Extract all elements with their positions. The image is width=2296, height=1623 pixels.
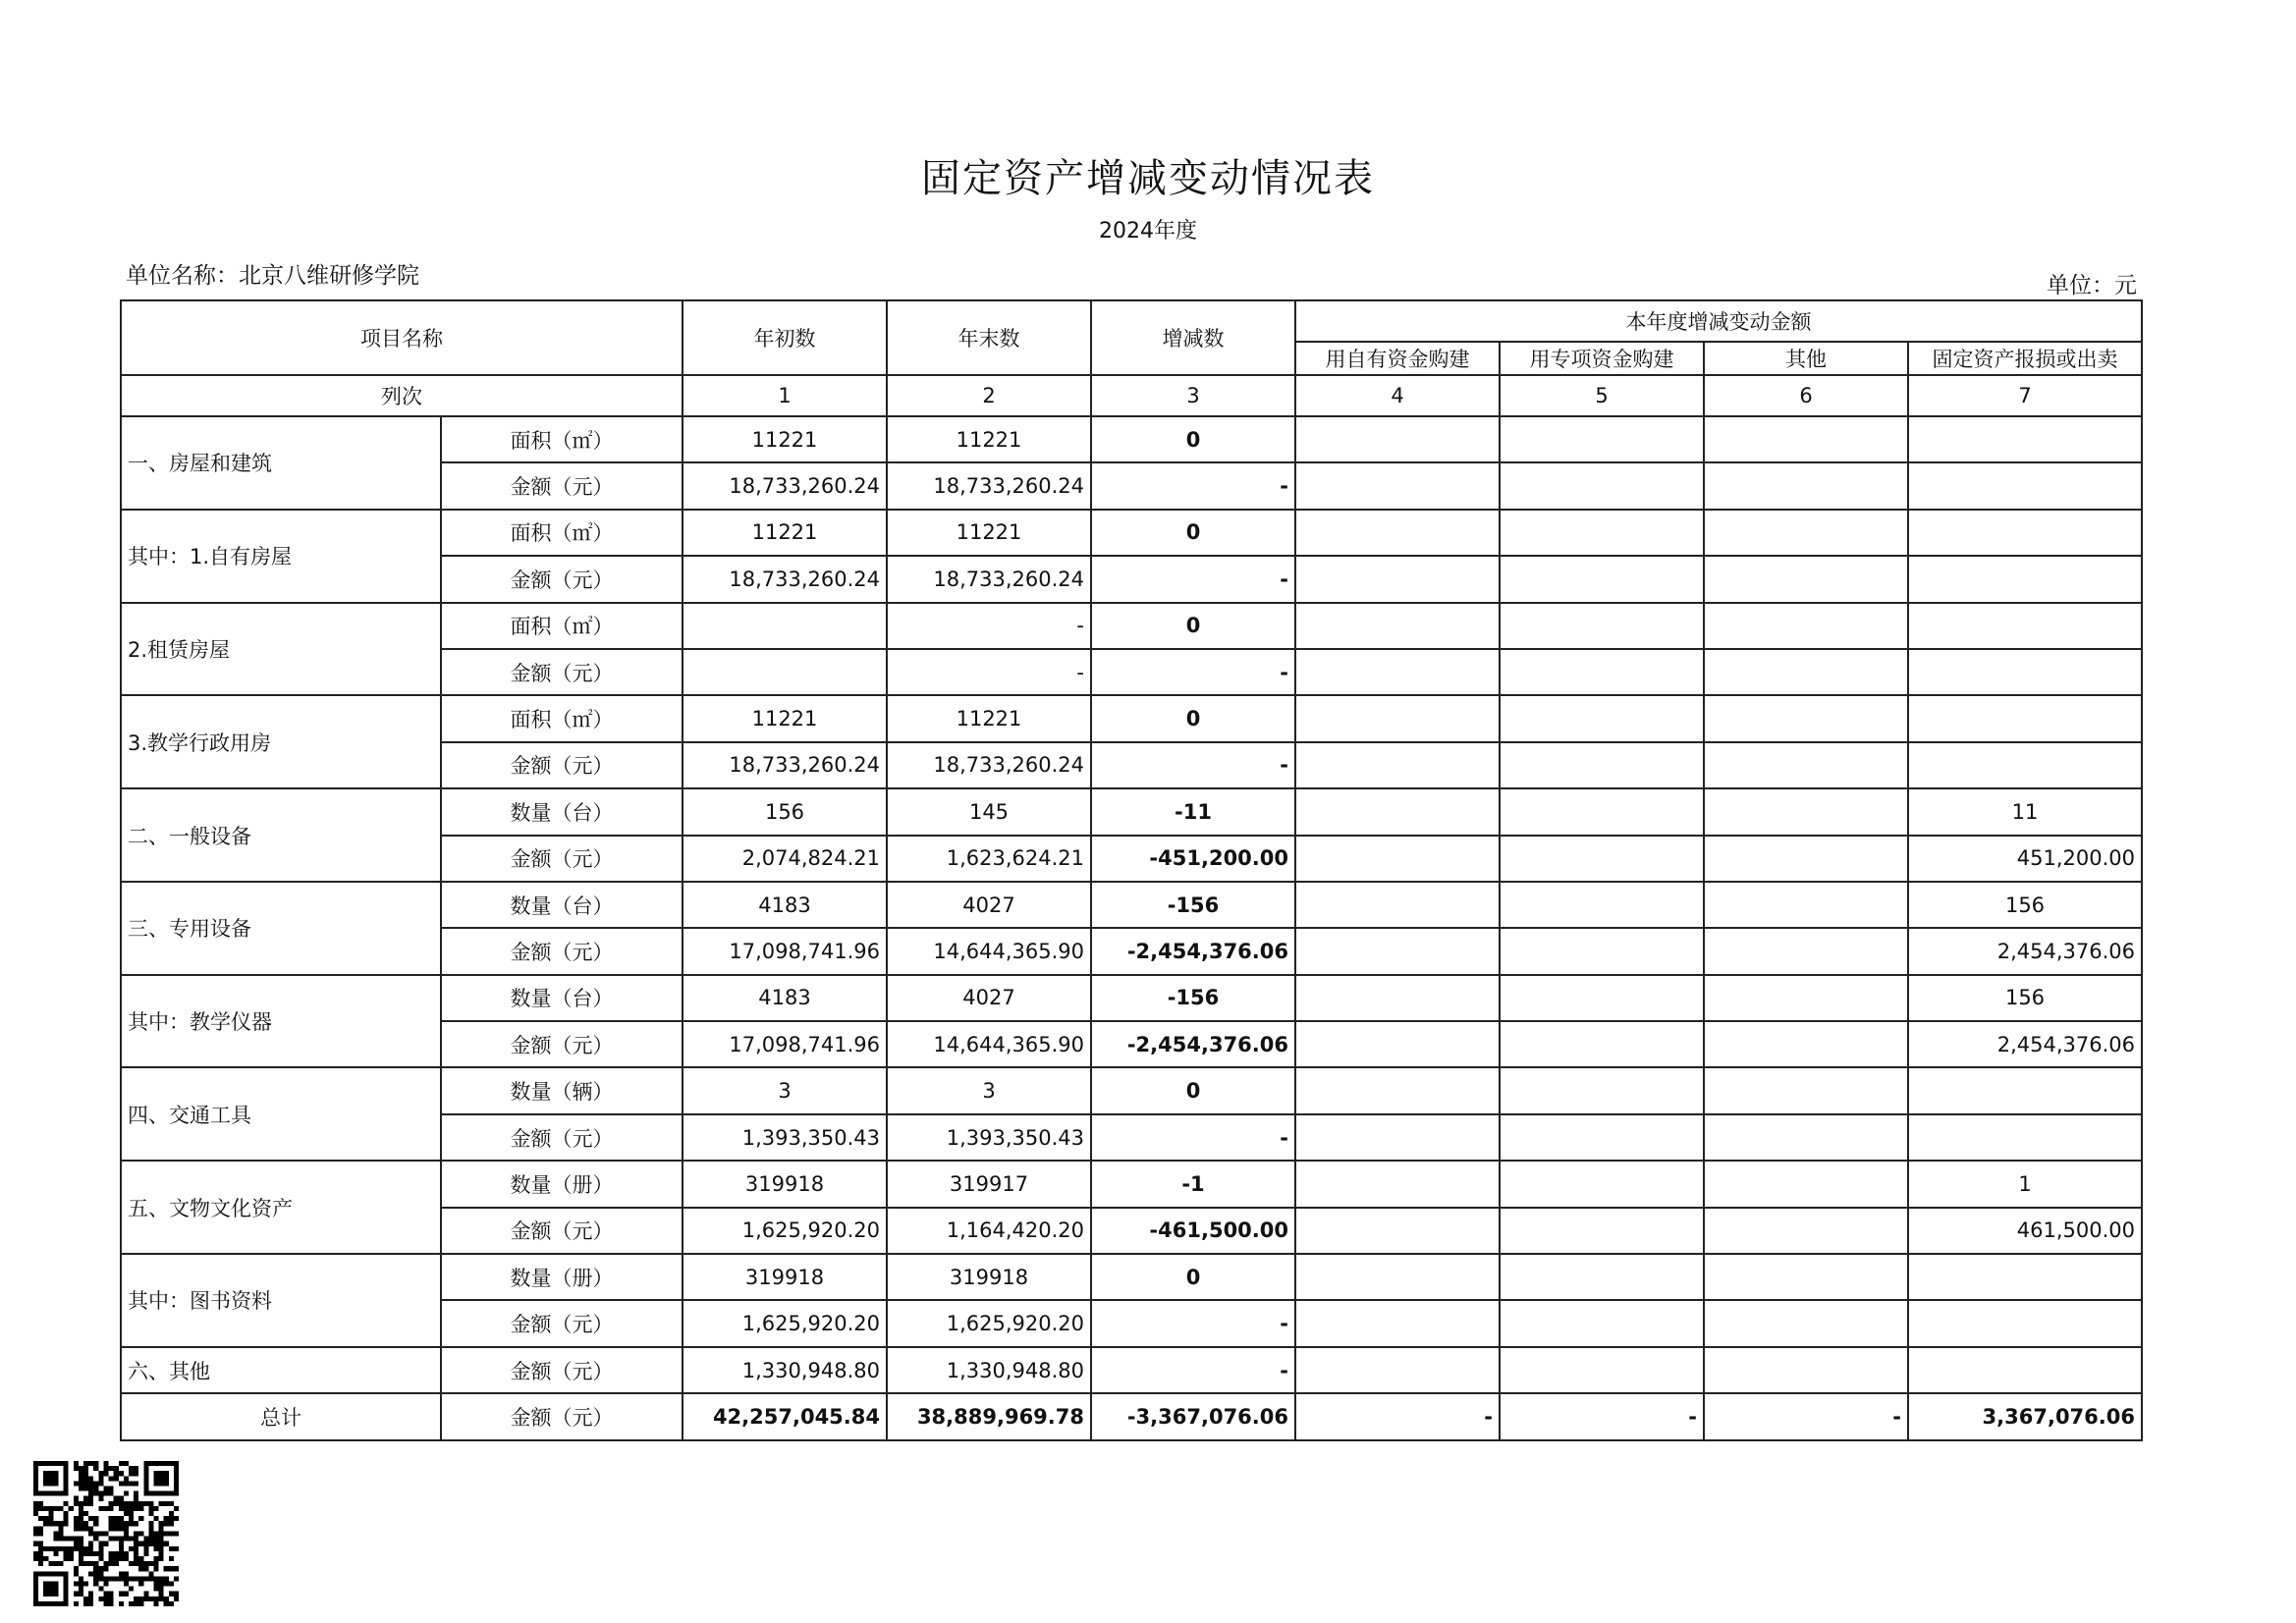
- cell-disposal: [1908, 1300, 2142, 1346]
- cell-special-funds: [1500, 975, 1704, 1021]
- cell-end: 1,623,624.21: [887, 836, 1091, 882]
- table-row: [121, 1067, 2142, 1113]
- cell-own-funds: [1295, 695, 1500, 741]
- cell-own-funds: [1295, 556, 1500, 602]
- cell-change: 0: [1091, 1067, 1295, 1113]
- cell-change: 0: [1091, 695, 1295, 741]
- cell-own-funds: [1295, 510, 1500, 556]
- cell-special-funds: [1500, 742, 1704, 788]
- cell-other: [1704, 416, 1908, 462]
- cell-begin: 319918: [683, 1161, 887, 1207]
- row-measure: 金额（元）: [441, 742, 683, 788]
- cell-own-funds: [1295, 462, 1500, 509]
- cell-other: [1704, 1300, 1908, 1346]
- cell-special-funds: [1500, 556, 1704, 602]
- cell-other: [1704, 695, 1908, 741]
- row-measure: 数量（册）: [441, 1254, 683, 1300]
- row-item-name: 五、文物文化资产: [121, 1161, 441, 1254]
- cell-change: -2,454,376.06: [1091, 928, 1295, 974]
- cell-change: -: [1091, 742, 1295, 788]
- header-begin: 年初数: [683, 300, 887, 375]
- cell-own-funds: [1295, 649, 1500, 695]
- total-label: 总计: [121, 1393, 441, 1439]
- row-measure: 金额（元）: [441, 1021, 683, 1067]
- cell-special-funds: [1500, 649, 1704, 695]
- row-measure: 数量（台）: [441, 882, 683, 928]
- cell-special-funds: [1500, 1067, 1704, 1113]
- cell-special-funds: [1500, 695, 1704, 741]
- report-year: 2024年度: [1099, 219, 1197, 243]
- header-special-funds: 用专项资金购建: [1500, 342, 1704, 375]
- cell-special-funds: [1500, 1347, 1704, 1393]
- cell-change: -11: [1091, 788, 1295, 835]
- cell-own-funds: [1295, 1254, 1500, 1300]
- cell-disposal: [1908, 556, 2142, 602]
- cell-own-funds: [1295, 1067, 1500, 1113]
- cell-own-funds: [1295, 416, 1500, 462]
- cell-special-funds: [1500, 788, 1704, 835]
- row-measure: 数量（册）: [441, 1161, 683, 1207]
- row-measure: 金额（元）: [441, 836, 683, 882]
- cell-end: 18,733,260.24: [887, 462, 1091, 509]
- cell-disposal: [1908, 695, 2142, 741]
- cell-change: -: [1091, 556, 1295, 602]
- cell-disposal: [1908, 1347, 2142, 1393]
- cell-special-funds: [1500, 1254, 1704, 1300]
- table-row: [121, 975, 2142, 1021]
- total-own-funds: -: [1295, 1393, 1500, 1439]
- cell-change: -156: [1091, 975, 1295, 1021]
- cell-begin: 3: [683, 1067, 887, 1113]
- row-item-name: 四、交通工具: [121, 1067, 441, 1161]
- row-measure: 数量（辆）: [441, 1067, 683, 1113]
- cell-disposal: [1908, 1114, 2142, 1161]
- cell-other: [1704, 1021, 1908, 1067]
- cell-own-funds: [1295, 928, 1500, 974]
- cell-other: [1704, 1067, 1908, 1113]
- table-row: [121, 416, 2142, 462]
- total-row: [121, 1393, 2142, 1439]
- cell-disposal: 2,454,376.06: [1908, 1021, 2142, 1067]
- total-disposal: 3,367,076.06: [1908, 1393, 2142, 1439]
- cell-other: [1704, 928, 1908, 974]
- header-item-name: 项目名称: [121, 300, 683, 375]
- cell-disposal: [1908, 510, 2142, 556]
- cell-special-funds: [1500, 836, 1704, 882]
- total-change: -3,367,076.06: [1091, 1393, 1295, 1439]
- total-other: -: [1704, 1393, 1908, 1439]
- cell-begin: 18,733,260.24: [683, 462, 887, 509]
- cell-disposal: 461,500.00: [1908, 1208, 2142, 1254]
- cell-begin: 1,393,350.43: [683, 1114, 887, 1161]
- cell-change: -: [1091, 1300, 1295, 1346]
- cell-change: -: [1091, 649, 1295, 695]
- cell-disposal: 2,454,376.06: [1908, 928, 2142, 974]
- header-other: 其他: [1704, 342, 1908, 375]
- cell-other: [1704, 649, 1908, 695]
- cell-special-funds: [1500, 1021, 1704, 1067]
- cell-end: 11221: [887, 416, 1091, 462]
- cell-begin: [683, 649, 887, 695]
- cell-end: 14,644,365.90: [887, 1021, 1091, 1067]
- cell-special-funds: [1500, 603, 1704, 649]
- cell-special-funds: [1500, 1300, 1704, 1346]
- cell-begin: [683, 603, 887, 649]
- header-change: 增减数: [1091, 300, 1295, 375]
- cell-disposal: [1908, 416, 2142, 462]
- row-measure: 面积（㎡）: [441, 510, 683, 556]
- cell-other: [1704, 1254, 1908, 1300]
- cell-own-funds: [1295, 742, 1500, 788]
- cell-end: 18,733,260.24: [887, 742, 1091, 788]
- cell-other: [1704, 836, 1908, 882]
- cell-begin: 4183: [683, 975, 887, 1021]
- cell-other: [1704, 603, 1908, 649]
- cell-special-funds: [1500, 462, 1704, 509]
- cell-begin: 11221: [683, 416, 887, 462]
- cell-other: [1704, 975, 1908, 1021]
- cell-disposal: [1908, 603, 2142, 649]
- total-special-funds: -: [1500, 1393, 1704, 1439]
- cell-other: [1704, 882, 1908, 928]
- cell-end: 11221: [887, 695, 1091, 741]
- cell-end: 1,393,350.43: [887, 1114, 1091, 1161]
- cell-end: 4027: [887, 975, 1091, 1021]
- table-row: [121, 510, 2142, 556]
- column-index: 1: [683, 375, 887, 416]
- row-measure: 面积（㎡）: [441, 603, 683, 649]
- cell-other: [1704, 1114, 1908, 1161]
- header-disposal: 固定资产报损或出卖: [1908, 342, 2142, 375]
- cell-own-funds: [1295, 603, 1500, 649]
- qr-code-icon: [33, 1461, 179, 1606]
- row-measure: 金额（元）: [441, 649, 683, 695]
- cell-own-funds: [1295, 836, 1500, 882]
- row-measure: 面积（㎡）: [441, 416, 683, 462]
- cell-end: 4027: [887, 882, 1091, 928]
- cell-end: 145: [887, 788, 1091, 835]
- row-item-name: 其中：1.自有房屋: [121, 510, 441, 603]
- cell-begin: 319918: [683, 1254, 887, 1300]
- table-row: [121, 788, 2142, 835]
- cell-change: -451,200.00: [1091, 836, 1295, 882]
- row-measure: 数量（台）: [441, 975, 683, 1021]
- cell-end: 319918: [887, 1254, 1091, 1300]
- cell-disposal: 156: [1908, 882, 2142, 928]
- row-measure: 数量（台）: [441, 788, 683, 835]
- cell-special-funds: [1500, 416, 1704, 462]
- header-own-funds: 用自有资金购建: [1295, 342, 1500, 375]
- cell-special-funds: [1500, 1161, 1704, 1207]
- cell-disposal: 1: [1908, 1161, 2142, 1207]
- cell-begin: 1,330,948.80: [683, 1347, 887, 1393]
- cell-begin: 18,733,260.24: [683, 742, 887, 788]
- unit-name: 单位名称：北京八维研修学院: [126, 263, 419, 289]
- cell-special-funds: [1500, 1208, 1704, 1254]
- cell-own-funds: [1295, 975, 1500, 1021]
- cell-other: [1704, 462, 1908, 509]
- cell-change: -1: [1091, 1161, 1295, 1207]
- cell-own-funds: [1295, 1208, 1500, 1254]
- cell-change: 0: [1091, 416, 1295, 462]
- page-title: 固定资产增减变动情况表: [921, 156, 1375, 201]
- column-index: 7: [1908, 375, 2142, 416]
- cell-other: [1704, 1161, 1908, 1207]
- cell-change: 0: [1091, 510, 1295, 556]
- table-row: [121, 1347, 2142, 1393]
- column-index: 5: [1500, 375, 1704, 416]
- cell-disposal: [1908, 742, 2142, 788]
- cell-end: 1,330,948.80: [887, 1347, 1091, 1393]
- cell-end: 18,733,260.24: [887, 556, 1091, 602]
- cell-own-funds: [1295, 1300, 1500, 1346]
- row-item-name: 其中：教学仪器: [121, 975, 441, 1068]
- cell-begin: 2,074,824.21: [683, 836, 887, 882]
- table-row: [121, 1254, 2142, 1300]
- total-begin: 42,257,045.84: [683, 1393, 887, 1439]
- total-measure: 金额（元）: [441, 1393, 683, 1439]
- table-row: [121, 882, 2142, 928]
- cell-change: -461,500.00: [1091, 1208, 1295, 1254]
- currency-unit: 单位：元: [2047, 273, 2137, 298]
- cell-disposal: [1908, 1067, 2142, 1113]
- cell-disposal: 156: [1908, 975, 2142, 1021]
- header-change-group: 本年度增减变动金额: [1295, 300, 2142, 342]
- row-item-name: 三、专用设备: [121, 882, 441, 975]
- cell-special-funds: [1500, 882, 1704, 928]
- cell-other: [1704, 1347, 1908, 1393]
- cell-change: -: [1091, 1114, 1295, 1161]
- row-item-name: 六、其他: [121, 1347, 441, 1393]
- row-item-name: 2.租赁房屋: [121, 603, 441, 696]
- cell-change: -: [1091, 462, 1295, 509]
- cell-end: -: [887, 649, 1091, 695]
- cell-end: 14,644,365.90: [887, 928, 1091, 974]
- column-index: 2: [887, 375, 1091, 416]
- cell-own-funds: [1295, 788, 1500, 835]
- cell-end: 1,625,920.20: [887, 1300, 1091, 1346]
- cell-begin: 17,098,741.96: [683, 928, 887, 974]
- table-row: [121, 603, 2142, 649]
- cell-end: 319917: [887, 1161, 1091, 1207]
- cell-change: -: [1091, 1347, 1295, 1393]
- cell-end: 3: [887, 1067, 1091, 1113]
- total-end: 38,889,969.78: [887, 1393, 1091, 1439]
- cell-other: [1704, 556, 1908, 602]
- row-measure: 金额（元）: [441, 928, 683, 974]
- row-measure: 金额（元）: [441, 1114, 683, 1161]
- cell-other: [1704, 510, 1908, 556]
- cell-own-funds: [1295, 1347, 1500, 1393]
- cell-end: -: [887, 603, 1091, 649]
- cell-begin: 4183: [683, 882, 887, 928]
- row-measure: 面积（㎡）: [441, 695, 683, 741]
- cell-disposal: [1908, 462, 2142, 509]
- cell-special-funds: [1500, 1114, 1704, 1161]
- cell-begin: 17,098,741.96: [683, 1021, 887, 1067]
- cell-disposal: 11: [1908, 788, 2142, 835]
- fixed-assets-table: [120, 299, 2143, 1441]
- cell-other: [1704, 788, 1908, 835]
- row-measure: 金额（元）: [441, 1208, 683, 1254]
- cell-begin: 156: [683, 788, 887, 835]
- cell-other: [1704, 742, 1908, 788]
- cell-begin: 1,625,920.20: [683, 1208, 887, 1254]
- row-measure: 金额（元）: [441, 1300, 683, 1346]
- table-row: [121, 695, 2142, 741]
- cell-begin: 11221: [683, 695, 887, 741]
- cell-end: 11221: [887, 510, 1091, 556]
- cell-other: [1704, 1208, 1908, 1254]
- row-measure: 金额（元）: [441, 462, 683, 509]
- cell-begin: 18,733,260.24: [683, 556, 887, 602]
- cell-disposal: [1908, 649, 2142, 695]
- cell-change: -156: [1091, 882, 1295, 928]
- cell-begin: 1,625,920.20: [683, 1300, 887, 1346]
- row-measure: 金额（元）: [441, 1347, 683, 1393]
- cell-change: 0: [1091, 1254, 1295, 1300]
- cell-special-funds: [1500, 510, 1704, 556]
- header-end: 年末数: [887, 300, 1091, 375]
- cell-begin: 11221: [683, 510, 887, 556]
- cell-own-funds: [1295, 1114, 1500, 1161]
- cell-special-funds: [1500, 928, 1704, 974]
- column-index: 6: [1704, 375, 1908, 416]
- column-index-label: 列次: [121, 375, 683, 416]
- cell-end: 1,164,420.20: [887, 1208, 1091, 1254]
- row-item-name: 一、房屋和建筑: [121, 416, 441, 510]
- column-index: 4: [1295, 375, 1500, 416]
- table-row: [121, 1161, 2142, 1207]
- column-index: 3: [1091, 375, 1295, 416]
- row-measure: 金额（元）: [441, 556, 683, 602]
- cell-disposal: 451,200.00: [1908, 836, 2142, 882]
- cell-own-funds: [1295, 1161, 1500, 1207]
- cell-change: -2,454,376.06: [1091, 1021, 1295, 1067]
- row-item-name: 3.教学行政用房: [121, 695, 441, 788]
- row-item-name: 其中：图书资料: [121, 1254, 441, 1347]
- cell-disposal: [1908, 1254, 2142, 1300]
- cell-change: 0: [1091, 603, 1295, 649]
- cell-own-funds: [1295, 1021, 1500, 1067]
- row-item-name: 二、一般设备: [121, 788, 441, 882]
- cell-own-funds: [1295, 882, 1500, 928]
